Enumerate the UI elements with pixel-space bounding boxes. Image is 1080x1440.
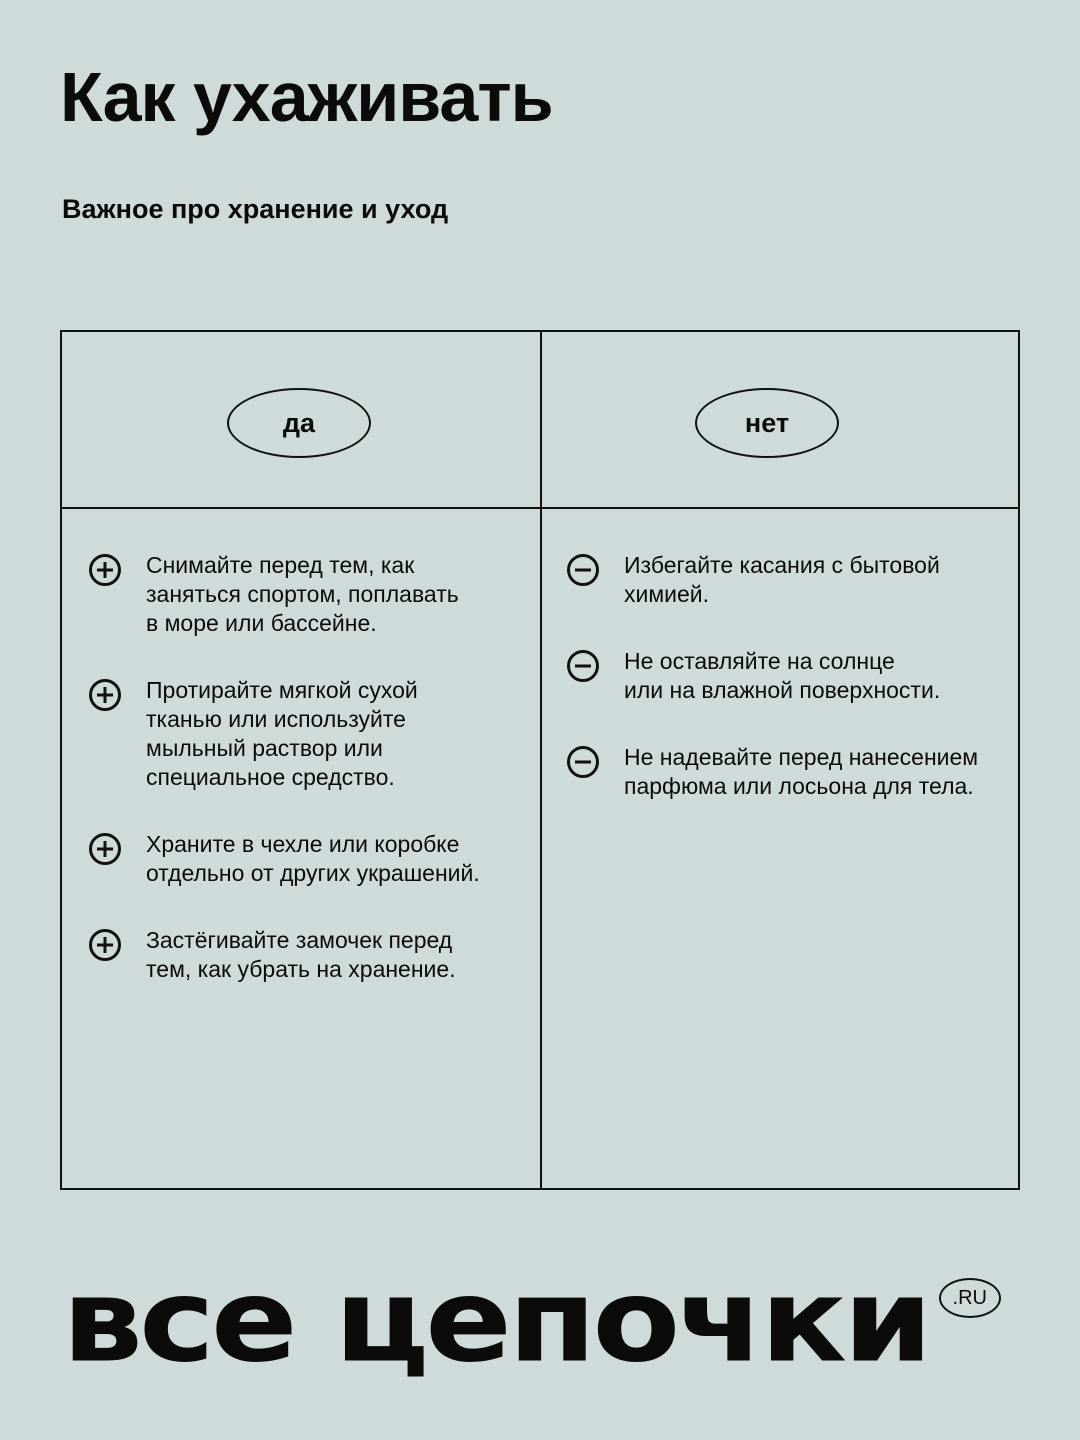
yes-item-text: Снимайте перед тем, как заняться спортом, поплавать в море или бассейне.: [146, 552, 459, 636]
plus-circle-icon: [88, 928, 122, 962]
yes-item-text: Застёгивайте замочек перед тем, как убрать на хранение.: [146, 927, 456, 982]
no-list-item: [566, 743, 978, 801]
yes-header-badge: да: [227, 388, 371, 458]
no-list-item: [566, 551, 940, 609]
yes-item-text: Храните в чехле или коробке отдельно от других украшений.: [146, 831, 480, 886]
brand-logo: [62, 1254, 1001, 1389]
no-header-badge: нет: [695, 388, 839, 458]
care-table: [60, 330, 1020, 1190]
yes-list-item: [88, 676, 418, 792]
no-list-item: [566, 647, 940, 705]
brand-tld-badge: .RU: [939, 1278, 1001, 1318]
column-divider: [540, 332, 542, 1188]
brand-name: все цепочки: [62, 1254, 929, 1389]
no-item-text: Не надевайте перед нанесением парфюма или лосьона для тела.: [624, 744, 979, 799]
yes-list-item: [88, 830, 480, 888]
page-subtitle: Важное про хранение и уход: [62, 194, 449, 224]
header-divider: [62, 507, 1018, 509]
minus-circle-icon: [566, 553, 600, 587]
no-item-text: Избегайте касания с бытовой химией.: [624, 552, 940, 607]
yes-list-item: [88, 551, 459, 638]
plus-circle-icon: [88, 553, 122, 587]
page-title: Как ухаживать: [60, 58, 553, 136]
minus-circle-icon: [566, 745, 600, 779]
yes-list-item: [88, 926, 456, 984]
minus-circle-icon: [566, 649, 600, 683]
yes-item-text: Протирайте мягкой сухой тканью или используйте мыльный раствор или специальное средство.: [146, 677, 418, 790]
plus-circle-icon: [88, 678, 122, 712]
no-item-text: Не оставляйте на солнце или на влажной поверхности.: [624, 648, 941, 703]
plus-circle-icon: [88, 832, 122, 866]
